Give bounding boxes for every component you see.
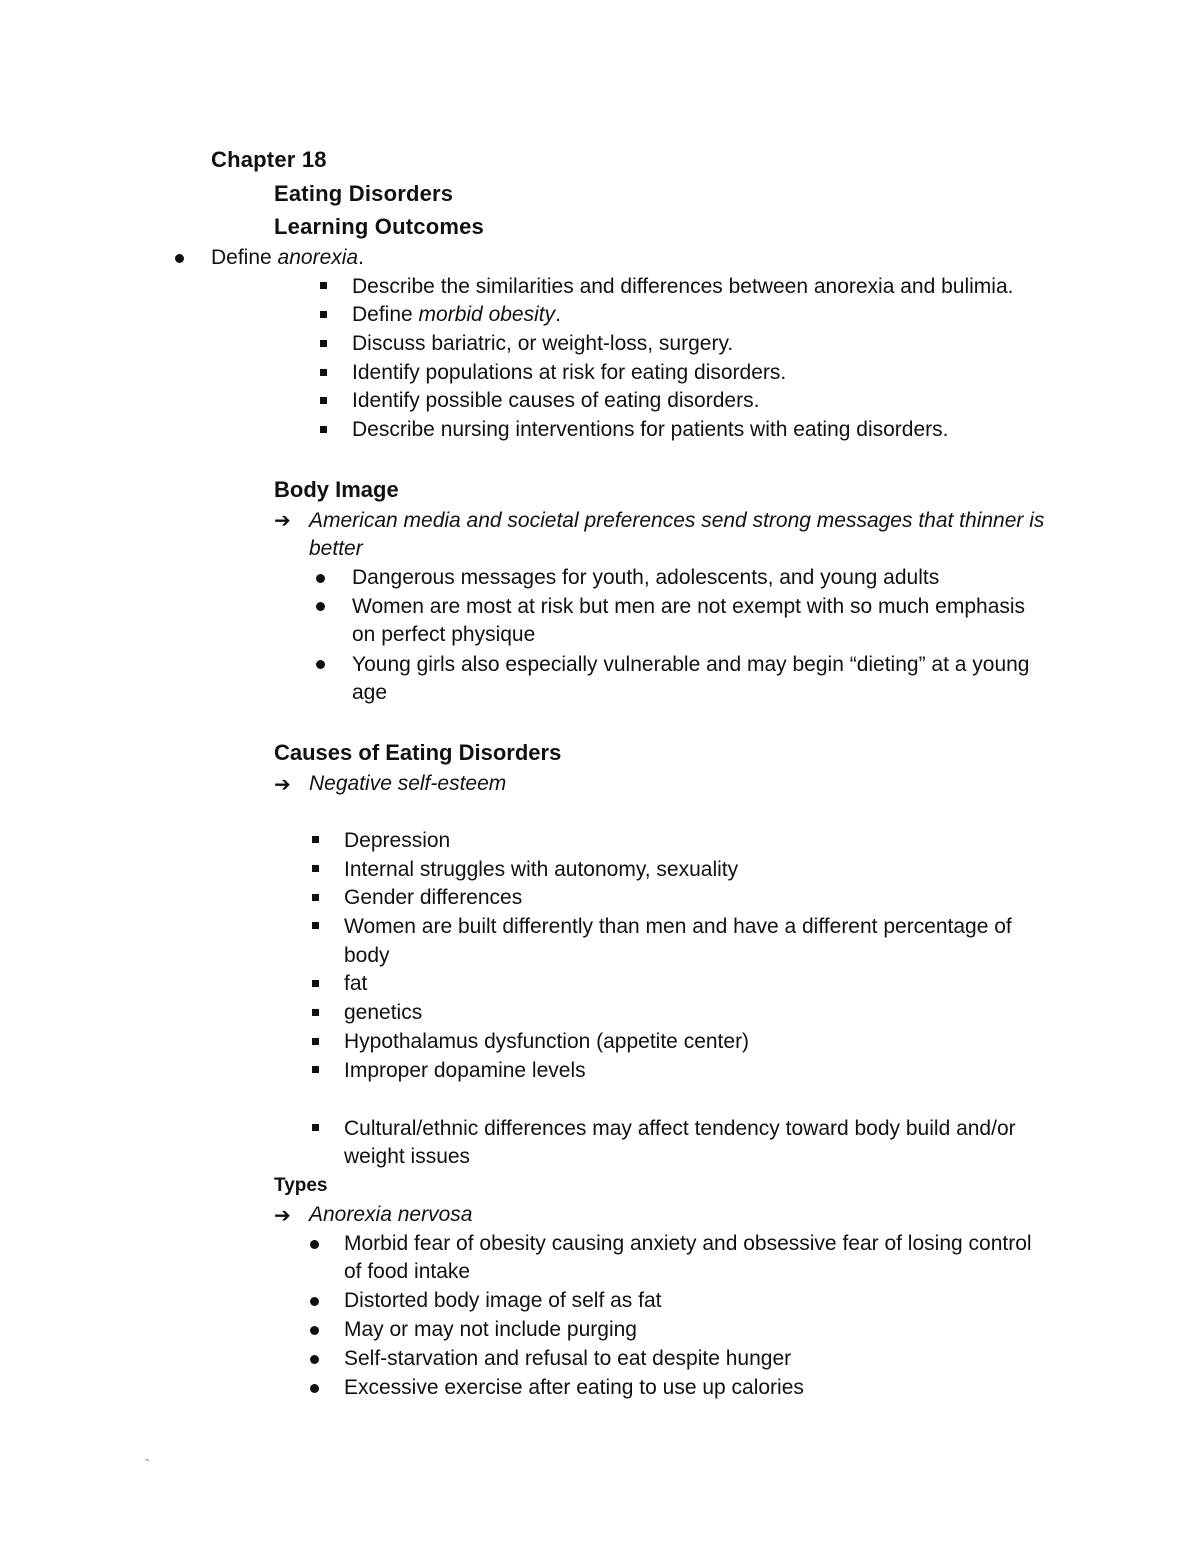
causes-item: fat [344, 972, 368, 995]
bullet-square [312, 894, 319, 901]
causes-arrow-text: Negative self-esteem [309, 772, 507, 795]
bullet-square [320, 397, 327, 404]
body-image-bullet: Young girls also especially vulnerable and may begin “dieting” at a young [352, 653, 1030, 676]
causes-item: Women are built differently than men and have a different percentage of [344, 915, 1012, 938]
bullet-dot [310, 1355, 319, 1364]
outcome-item: Describe the similarities and differences between anorexia and bulimia. [352, 275, 1014, 298]
title-heading: Eating Disorders [274, 181, 454, 206]
outcome-item: Describe nursing interventions for patients with eating disorders. [352, 418, 949, 441]
bullet-square [312, 1009, 319, 1016]
body-image-bullet-cont: on perfect physique [352, 623, 536, 646]
outcome-define-anorexia [211, 244, 364, 272]
causes-item: genetics [344, 1001, 423, 1024]
bullet-dot [316, 602, 325, 611]
body-image-heading: Body Image [274, 477, 399, 502]
body-image-arrow-text: American media and societal preferences send strong messages that thinner is [309, 509, 1045, 532]
outcome-term: morbid obesity [418, 303, 556, 326]
types-heading: Types [274, 1175, 328, 1196]
bullet-square [320, 426, 327, 433]
causes-heading: Causes of Eating Disorders [274, 740, 562, 765]
types-bullet: Self-starvation and refusal to eat despite hunger [344, 1347, 792, 1370]
body-image-bullet-cont: age [352, 681, 388, 704]
outcome-item: Discuss bariatric, or weight-loss, surgery. [352, 332, 734, 355]
types-bullet: May or may not include purging [344, 1318, 637, 1341]
bullet-dot [310, 1384, 319, 1393]
causes-item: Gender differences [344, 886, 523, 909]
bullet-square [312, 865, 319, 872]
causes-item: Depression [344, 829, 451, 852]
body-image-bullet: Dangerous messages for youth, adolescents, and young adults [352, 566, 940, 589]
subtitle-heading: Learning Outcomes [274, 214, 484, 239]
bullet-dot [316, 660, 325, 669]
footer-mark: ` [145, 1456, 150, 1472]
outcome-define-morbid [352, 301, 561, 329]
bullet-square [312, 1066, 319, 1073]
bullet-square [320, 311, 327, 318]
types-arrow-text: Anorexia nervosa [309, 1203, 473, 1226]
outcome-item: Identify possible causes of eating disorders. [352, 389, 760, 412]
body-image-arrow-text-cont: better [309, 537, 363, 560]
causes-item: Cultural/ethnic differences may affect tendency toward body build and/or [344, 1117, 1016, 1140]
arrow-right-icon: ➔ [274, 1203, 291, 1227]
bullet-dot [175, 254, 184, 263]
bullet-square [312, 836, 319, 843]
types-bullet: Morbid fear of obesity causing anxiety and obsessive fear of losing control [344, 1232, 1032, 1255]
outcome-item: Identify populations at risk for eating disorders. [352, 361, 787, 384]
bullet-dot [310, 1240, 319, 1249]
causes-item: Internal struggles with autonomy, sexuality [344, 858, 739, 881]
outcome-suffix: . [358, 246, 364, 269]
arrow-right-icon: ➔ [274, 508, 291, 532]
bullet-dot [316, 574, 325, 583]
bullet-square [312, 1124, 319, 1131]
bullet-dot [310, 1326, 319, 1335]
bullet-square [320, 282, 327, 289]
outcome-suffix: . [555, 303, 561, 326]
bullet-square [320, 369, 327, 376]
chapter-heading: Chapter 18 [211, 147, 327, 172]
bullet-square [320, 340, 327, 347]
bullet-square [312, 1038, 319, 1045]
types-bullet: Distorted body image of self as fat [344, 1289, 662, 1312]
types-bullet: Excessive exercise after eating to use up calories [344, 1376, 804, 1399]
outcome-text: Define [352, 303, 419, 326]
causes-item-cont: weight issues [344, 1145, 471, 1168]
causes-item-cont: body [344, 944, 390, 967]
body-image-bullet: Women are most at risk but men are not exempt with so much emphasis [352, 595, 1026, 618]
outcome-term: anorexia [277, 246, 359, 269]
bullet-square [312, 980, 319, 987]
arrow-right-icon: ➔ [274, 772, 291, 796]
causes-item: Improper dopamine levels [344, 1059, 586, 1082]
causes-item: Hypothalamus dysfunction (appetite center) [344, 1030, 750, 1053]
outcome-text: Define [211, 246, 278, 269]
types-bullet-cont: of food intake [344, 1260, 471, 1283]
bullet-dot [310, 1297, 319, 1306]
bullet-square [312, 922, 319, 929]
